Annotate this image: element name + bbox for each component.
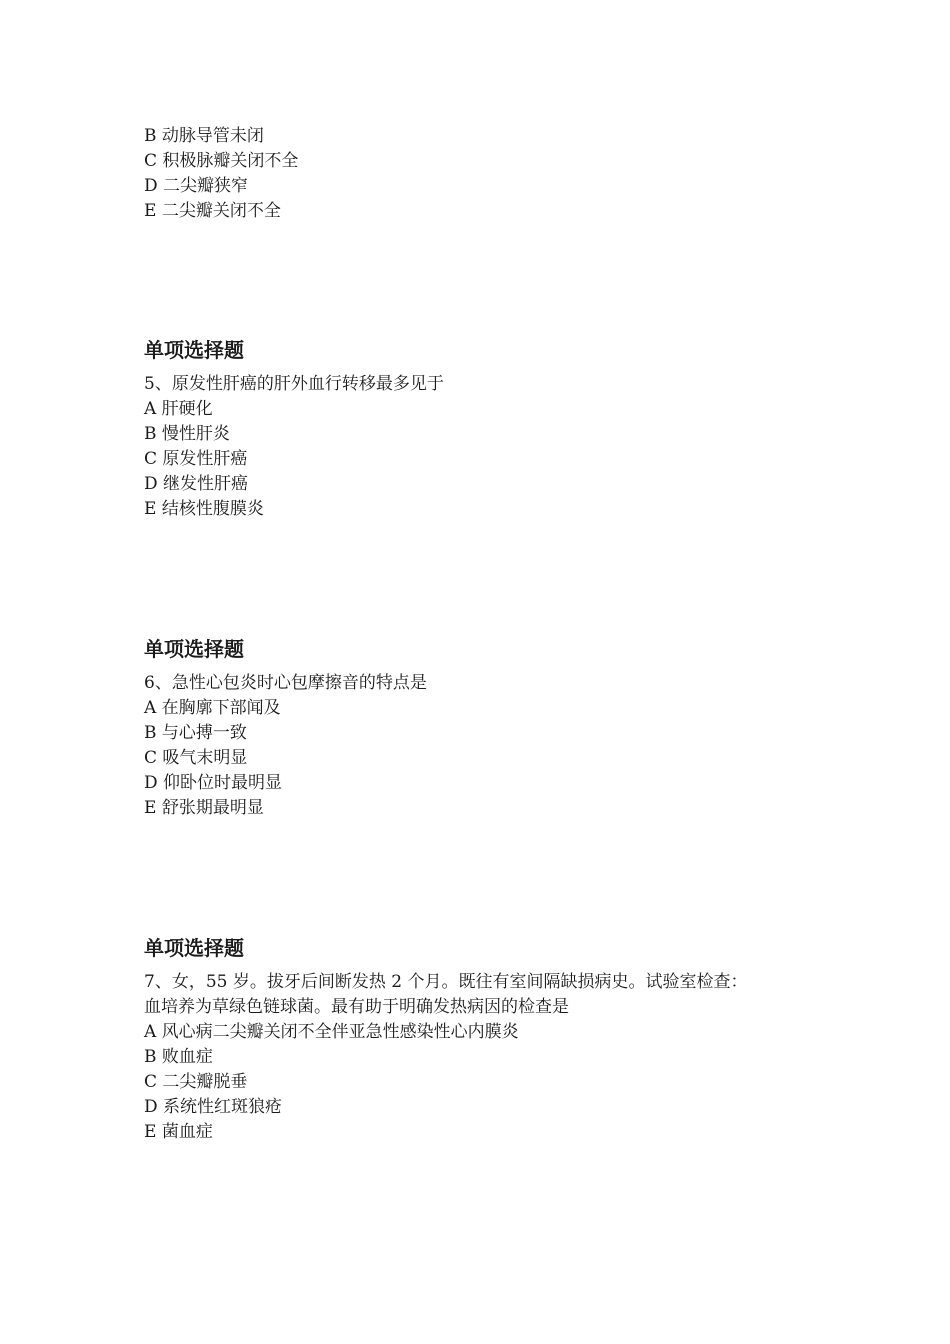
option-e: E 结核性腹膜炎	[144, 499, 264, 519]
section-heading: 单项选择题	[144, 936, 244, 960]
option-c: C 积极脉瓣关闭不全	[144, 151, 299, 171]
option-b: B 动脉导管未闭	[144, 126, 264, 146]
option-c: C 原发性肝癌	[144, 449, 248, 469]
option-b: B 败血症	[144, 1047, 213, 1067]
option-e: E 二尖瓣关闭不全	[144, 201, 281, 221]
option-a: A 风心病二尖瓣关闭不全伴亚急性感染性心内膜炎	[144, 1022, 519, 1042]
option-b: B 慢性肝炎	[144, 424, 230, 444]
prev-question-options	[144, 124, 824, 224]
option-d: D 仰卧位时最明显	[144, 773, 283, 793]
section-heading: 单项选择题	[144, 637, 244, 661]
option-c: C 二尖瓣脱垂	[144, 1072, 248, 1092]
question-stem-line-1: 7、女，55 岁。拔牙后间断发热 2 个月。既往有室间隔缺损病史。试验室检查：	[144, 972, 748, 992]
question-5	[144, 336, 824, 522]
option-d: D 二尖瓣狭窄	[144, 176, 249, 196]
option-a: A 肝硬化	[144, 399, 213, 419]
option-d: D 继发性肝癌	[144, 474, 249, 494]
section-heading: 单项选择题	[144, 338, 244, 362]
question-stem-line-2: 血培养为草绿色链球菌。最有助于明确发热病因的检查是	[144, 997, 569, 1017]
option-e: E 舒张期最明显	[144, 798, 264, 818]
option-c: C 吸气末明显	[144, 748, 248, 768]
option-b: B 与心搏一致	[144, 723, 247, 743]
option-a: A 在胸廓下部闻及	[144, 698, 281, 718]
question-stem: 5、原发性肝癌的肝外血行转移最多见于	[144, 374, 444, 394]
question-stem: 6、急性心包炎时心包摩擦音的特点是	[144, 673, 427, 693]
option-e: E 菌血症	[144, 1122, 213, 1142]
option-d: D 系统性红斑狼疮	[144, 1097, 283, 1117]
question-6	[144, 635, 824, 821]
question-7	[144, 934, 824, 1145]
